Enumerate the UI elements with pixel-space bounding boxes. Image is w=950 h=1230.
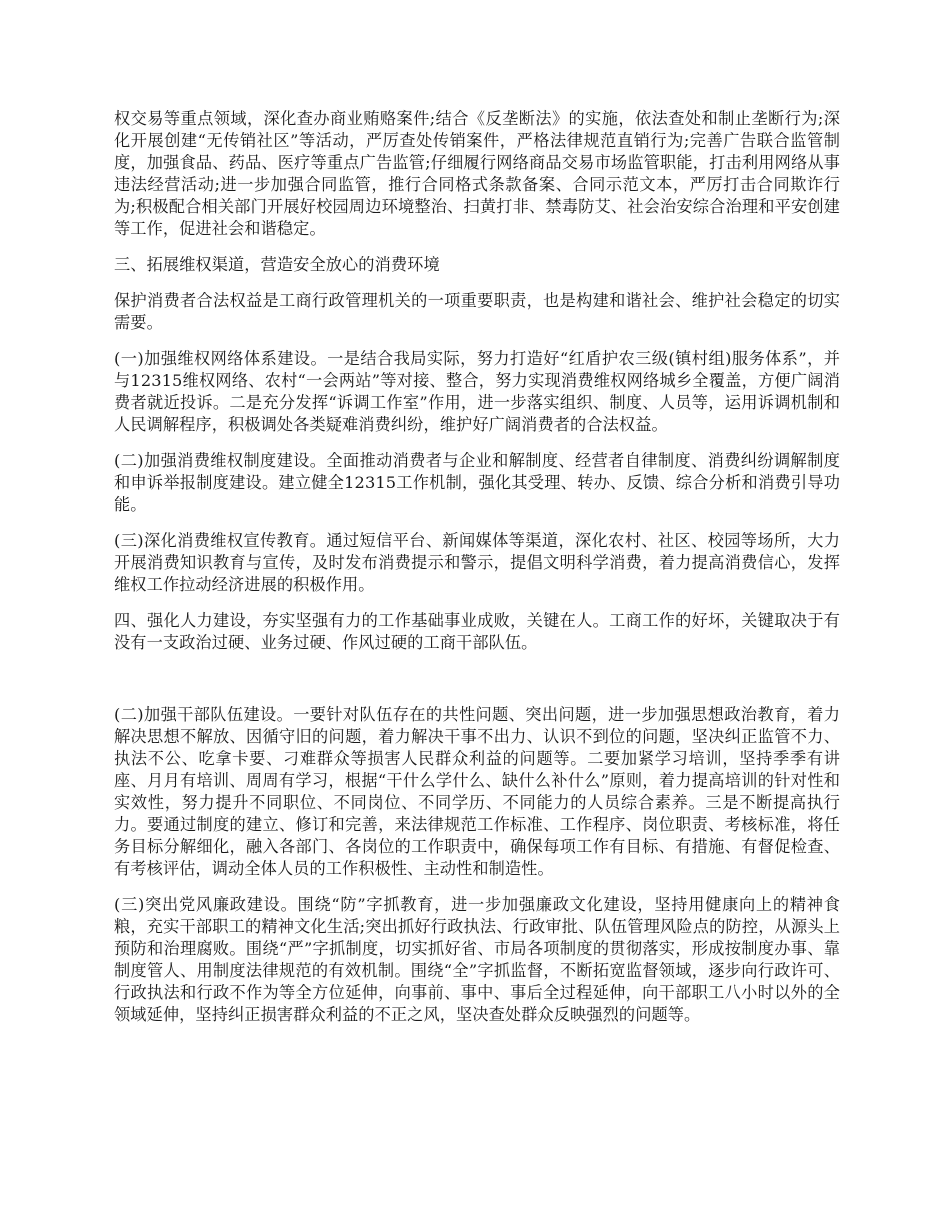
paragraph-market-regulation: 权交易等重点领域，深化查办商业贿赂案件;结合《反垄断法》的实施，依法查处和制止垄断行为;深化开展创建“无传销社区”等活动，严厉查处传销案件，严格法律规范直销行为;完善广告联合监管制度，加强食品、药品、医疗等重点广告监管;仔细履行网络商品交易市场监管职能，打击利用网络从事违法经营活动;进一步加强合同监管，推行合同格式条款备案、合同示范文本，严厉打击合同欺诈行为;积极配合相关部门开展好校园周边环境整治、扫黄打非、禁毒防艾、社会治安综合治理和平安创建等工作，促进社会和谐稳定。 <box>114 109 840 238</box>
document-body <box>114 108 840 1040</box>
paragraph-rights-education: (三)深化消费维权宣传教育。通过短信平台、新闻媒体等渠道，深化农村、社区、校园等场所，大力开展消费知识教育与宣传，及时发布消费提示和警示，提倡文明科学消费，着力提高消费信心，发挥维权工作拉动经济进展的积极作用。 <box>114 531 840 594</box>
paragraph-rights-system: (二)加强消费维权制度建设。全面推动消费者与企业和解制度、经营者自律制度、消费纠纷调解制度和申诉举报制度建设。建立健全12315工作机制，强化其受理、转办、反馈、综合分析和消费引导功能。 <box>114 451 840 514</box>
paragraph-rights-network: (一)加强维权网络体系建设。一是结合我局实际，努力打造好“红盾护农三级(镇村组)服务体系”，并与12315维权网络、农村“一会两站”等对接、整合，努力实现消费维权网络城乡全覆盖，方便广阔消费者就近投诉。二是充分发挥“诉调工作室”作用，进一步落实组织、制度、人员等，运用诉调机制和人民调解程序，积极调处各类疑难消费纠纷，维护好广阔消费者的合法权益。 <box>114 349 840 434</box>
paragraph-consumer-rights-intro: 保护消费者合法权益是工商行政管理机关的一项重要职责，也是构建和谐社会、维护社会稳定的切实需要。 <box>114 291 840 332</box>
section-heading-consumer-rights: 三、拓展维权渠道，营造安全放心的消费环境 <box>114 255 440 274</box>
paragraph-party-integrity: (三)突出党风廉政建设。围绕“防”字抓教育，进一步加强廉政文化建设，坚持用健康向上的精神食粮，充实干部职工的精神文化生活;突出抓好行政执法、行政审批、队伍管理风险点的防控，从源头上预防和治理腐败。围绕“严”字抓制度，切实抓好省、市局各项制度的贯彻落实，形成按制度办事、靠制度管人、用制度法律规范的有效机制。围绕“全”字抓监督，不断拓宽监督领域，逐步向行政许可、行政执法和行政不作为等全方位延伸，向事前、事中、事后全过程延伸，向干部职工八小时以外的全领域延伸，坚持纠正损害群众利益的不正之风，坚决查处群众反映强烈的问题等。 <box>114 895 840 1024</box>
section-heading-human-resources: 四、强化人力建设，夯实坚强有力的工作基础事业成败，关键在人。工商工作的好坏，关键取决于有没有一支政治过硬、业务过硬、作风过硬的工商干部队伍。 <box>114 611 840 652</box>
paragraph-cadre-team: (二)加强干部队伍建设。一要针对队伍存在的共性问题、突出问题，进一步加强思想政治教育，着力解决思想不解放、因循守旧的问题，着力解决干事不出力、认识不到位的问题，坚决纠正监管不力、执法不公、吃拿卡要、刁难群众等损害人民群众利益的问题等。二要加紧学习培训，坚持季季有讲座、月月有培训、周周有学习，根据“干什么学什么、缺什么补什么”原则，着力提高培训的针对性和实效性，努力提升不同职位、不同岗位、不同学历、不同能力的人员综合素养。三是不断提高执行力。要通过制度的建立、修订和完善，来法律规范工作标准、工作程序、岗位职责、考核标准，将任务目标分解细化，融入各部门、各岗位的工作职责中，确保每项工作有目标、有措施、有督促检查、有考核评估，调动全体人员的工作积极性、主动性和制造性。 <box>114 705 840 878</box>
